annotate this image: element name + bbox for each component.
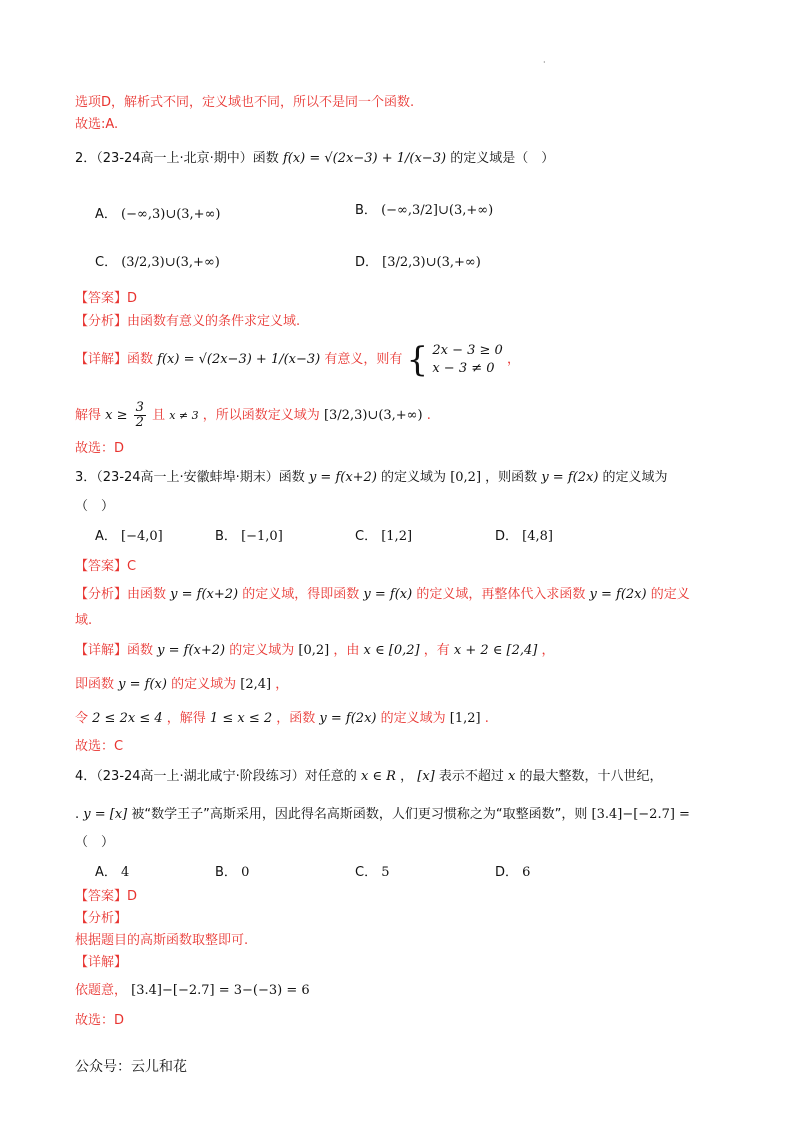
q3-analysis-b: 的定义域，得即函数 <box>242 587 360 602</box>
q2-detail-end: ， <box>506 352 520 367</box>
q4-l2-f: y = [x] <box>83 807 128 822</box>
intro-line-1: 选项D，解析式不同，定义域也不同，所以不是同一个函数. <box>75 95 415 110</box>
q3-option-c-expr: [1,2] <box>381 529 413 544</box>
q2-function: f(x) = √(2x−3) + 1/(x−3) <box>282 151 447 166</box>
q3-dom1: [0,2] <box>450 470 482 485</box>
q4-detail-a: 依题意， <box>75 983 128 998</box>
q4-l2-pre: . <box>75 807 80 822</box>
q2-suffix: 的定义域是（ ） <box>450 151 555 166</box>
q4-option-c[interactable] <box>355 864 390 882</box>
q3-option-a[interactable] <box>95 528 163 546</box>
q2-solve-x: x ≥ <box>105 408 128 423</box>
q3-choose: 故选：C <box>75 739 124 754</box>
q2-solve-end: . <box>426 408 431 423</box>
q2-solve-prefix: 解得 <box>75 408 102 423</box>
q3-l3-a: 令 <box>75 711 89 726</box>
q3-l3-d: 的定义域为 <box>380 711 446 726</box>
q2-detail <box>75 340 520 380</box>
q4-l2-text: 被“数学王子”高斯采用，因此得名高斯函数，人们更习惯称之为“取整函数”，则 <box>131 807 588 822</box>
q3-l2-dom: [2,4] <box>240 677 272 692</box>
q2-system-line-1: 2x − 3 ≥ 0 <box>432 342 503 358</box>
q3-analysis-c: 的定义域，再整体代入求函数 <box>416 587 586 602</box>
q2-solve-fraction: $\frac{3}{2}$ <box>135 400 144 430</box>
q2-option-c-label: C． <box>95 255 118 270</box>
q4-paren: （ ） <box>75 835 115 850</box>
q3-l3-ineq2: 1 ≤ x ≤ 2 <box>209 711 273 726</box>
q4-bx: [x] <box>417 769 435 784</box>
q3-analysis-fx: y = f(x) <box>363 587 413 602</box>
q4-option-d-label: D． <box>495 865 519 880</box>
q3-detail-in2: x + 2 ∈ [2,4] <box>453 643 538 658</box>
q4-prefix: 4．（23-24高一上·湖北咸宁·阶段练习）对任意的 <box>75 769 357 784</box>
q3-option-d-label: D． <box>495 529 519 544</box>
q4-detail-title: 【详解】 <box>75 955 128 970</box>
q3-option-c-label: C． <box>355 529 378 544</box>
intro-line-2: 故选:A. <box>75 117 119 132</box>
corner-mark: · <box>543 58 546 67</box>
q3-option-b-expr: [−1,0] <box>241 529 283 544</box>
q2-analysis: 【分析】由函数有意义的条件求定义域. <box>75 314 301 329</box>
q3-l2-c: ， <box>275 677 289 692</box>
q4-option-a-expr: 4 <box>121 865 130 880</box>
q3-detail-2 <box>75 676 288 694</box>
q3-detail-in: x ∈ [0,2] <box>363 643 420 658</box>
q2-solve <box>75 398 431 434</box>
q3-option-d[interactable] <box>495 528 553 546</box>
q4-option-c-expr: 5 <box>381 865 390 880</box>
q4-answer: 【答案】D <box>75 889 138 904</box>
q4-option-a-label: A． <box>95 865 117 880</box>
q3-paren: （ ） <box>75 499 115 514</box>
q2-option-a[interactable] <box>95 206 220 224</box>
q3-detail-b: 的定义域为 <box>229 643 295 658</box>
q3-analysis-a: 【分析】由函数 <box>75 587 167 602</box>
q2-option-c[interactable] <box>95 254 220 272</box>
q3-detail-3 <box>75 710 489 728</box>
q4-detail <box>75 982 310 1000</box>
q3-suffix: 的定义域为 <box>602 470 668 485</box>
q2-option-a-expr: (−∞,3)∪(3,+∞) <box>121 207 221 222</box>
q3-analysis-d: 的定义 <box>650 587 690 602</box>
q4-suffix: 的最大整数，十八世纪， <box>519 769 663 784</box>
q4-choose: 故选：D <box>75 1013 125 1028</box>
q2-option-d-label: D． <box>355 255 379 270</box>
q3-option-a-label: A． <box>95 529 117 544</box>
q4-option-c-label: C． <box>355 865 378 880</box>
q3-f1: y = f(x+2) <box>308 470 377 485</box>
q3-l3-f2: y = f(2x) <box>319 711 377 726</box>
q3-l3-dom: [1,2] <box>449 711 481 726</box>
q3-answer: 【答案】C <box>75 559 137 574</box>
q4-detail-expr: [3.4]−[−2.7] = 3−(−3) = 6 <box>131 983 310 998</box>
q2-option-d-expr: [3/2,3)∪(3,+∞) <box>382 255 481 270</box>
q4-option-b-expr: 0 <box>241 865 250 880</box>
q3-mid2: ，则函数 <box>485 470 538 485</box>
q4-option-a[interactable] <box>95 864 129 882</box>
q3-option-d-expr: [4,8] <box>522 529 553 544</box>
q3-prefix: 3．（23-24高一上·安徽蚌埠·期末）函数 <box>75 470 305 485</box>
q3-l3-b: ，解得 <box>166 711 206 726</box>
q4-analysis-title: 【分析】 <box>75 911 128 926</box>
q4-stem-2 <box>75 806 690 824</box>
q2-solve-and: 且 <box>152 408 166 423</box>
q3-l3-e: . <box>484 711 489 726</box>
q3-option-b[interactable] <box>215 528 283 546</box>
q3-l3-c: ，函数 <box>276 711 316 726</box>
q4-option-b-label: B． <box>215 865 237 880</box>
q2-detail-mid: 有意义，则有 <box>324 352 403 367</box>
q2-system-line-2: x − 3 ≠ 0 <box>432 360 495 376</box>
q4-option-d-expr: 6 <box>522 865 531 880</box>
q3-detail-dom: [0,2] <box>298 643 330 658</box>
q2-answer: 【答案】D <box>75 291 138 306</box>
q2-option-b[interactable] <box>355 202 493 220</box>
q2-solve-mid: ，所以函数定义域为 <box>202 408 320 423</box>
q3-l2-fx: y = f(x) <box>118 677 167 692</box>
q4-option-b[interactable] <box>215 864 249 882</box>
q4-analysis: 根据题目的高斯函数取整即可. <box>75 933 249 948</box>
q3-detail-a: 【详解】函数 <box>75 643 154 658</box>
q2-prefix: 2．（23-24高一上·北京·期中）函数 <box>75 151 279 166</box>
q2-option-b-expr: (−∞,3/2]∪(3,+∞) <box>381 203 494 218</box>
q2-option-a-label: A． <box>95 207 117 222</box>
q2-choose: 故选：D <box>75 441 125 456</box>
q2-option-c-expr: (3/2,3)∪(3,+∞) <box>121 255 220 270</box>
q4-mid2: 表示不超过 <box>438 769 504 784</box>
q2-stem <box>75 150 554 168</box>
q3-option-a-expr: [−4,0] <box>121 529 163 544</box>
q3-analysis-f2: y = f(2x) <box>589 587 647 602</box>
q3-l3-ineq: 2 ≤ 2x ≤ 4 <box>92 711 163 726</box>
q3-analysis-wrap: 域. <box>75 613 93 628</box>
q2-solve-domain: [3/2,3)∪(3,+∞) <box>323 408 423 423</box>
q4-mid: ， <box>400 769 414 784</box>
footer-account: 公众号：云儿和花 <box>75 1059 187 1075</box>
q2-detail-function: f(x) = √(2x−3) + 1/(x−3) <box>157 352 321 367</box>
q2-option-b-label: B． <box>355 203 377 218</box>
q3-detail-c: ，由 <box>333 643 360 658</box>
q3-stem <box>75 469 668 487</box>
q2-system <box>432 342 502 378</box>
q3-analysis-f1: y = f(x+2) <box>170 587 239 602</box>
q2-option-d[interactable] <box>355 254 481 272</box>
q2-detail-prefix: 【详解】函数 <box>75 352 154 367</box>
q3-l2-b: 的定义域为 <box>171 677 237 692</box>
q3-detail-1 <box>75 642 555 660</box>
q3-l2-a: 即函数 <box>75 677 115 692</box>
q3-option-c[interactable] <box>355 528 412 546</box>
q3-analysis <box>75 586 690 604</box>
q4-x: x <box>508 769 516 784</box>
q3-f2: y = f(2x) <box>541 470 599 485</box>
q3-detail-f1: y = f(x+2) <box>157 643 226 658</box>
q3-option-b-label: B． <box>215 529 237 544</box>
q2-solve-cond: x ≠ 3 <box>169 409 199 422</box>
q3-detail-d: ，有 <box>423 643 450 658</box>
q3-detail-e: ， <box>541 643 555 658</box>
q4-xr: x ∈ R <box>360 769 396 784</box>
q4-stem <box>75 768 663 786</box>
q4-option-d[interactable] <box>495 864 530 882</box>
q4-l2-expr: [3.4]−[−2.7] = <box>591 807 690 822</box>
q2-system-brace: { <box>406 339 429 380</box>
q3-mid1: 的定义域为 <box>381 470 447 485</box>
